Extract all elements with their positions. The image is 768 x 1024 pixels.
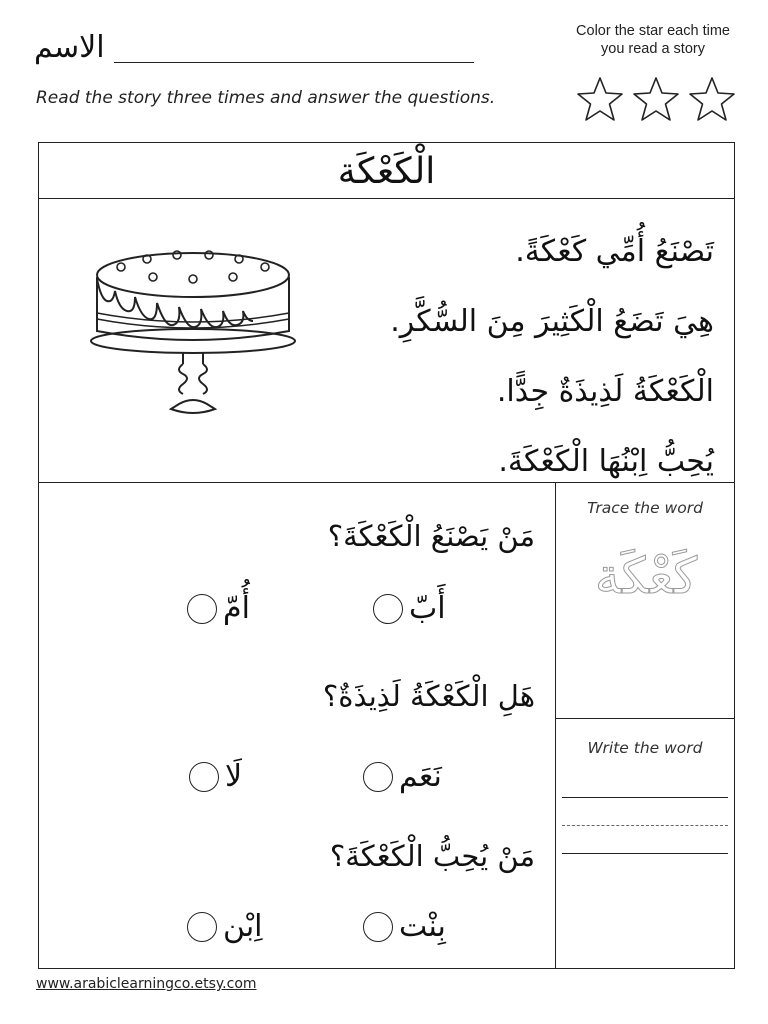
answer-circle[interactable]: [363, 762, 393, 792]
story-line: يُحِبُّ اِبْنُهَا الْكَعْكَةَ.: [498, 444, 714, 479]
reading-stars: [574, 74, 744, 126]
instructions: Read the story three times and answer the questions.: [36, 88, 496, 108]
option-label: اِبْن: [223, 909, 263, 944]
question-3: مَنْ يُحِبُّ الْكَعْكَةَ؟: [329, 839, 535, 873]
star-note-line1: Color the star each time: [576, 23, 730, 39]
option-q2-b[interactable]: [363, 759, 442, 794]
answer-circle[interactable]: [189, 762, 219, 792]
question-2: هَلِ الْكَعْكَةُ لَذِيذَةٌ؟: [322, 679, 535, 713]
option-q1-b[interactable]: [373, 591, 446, 626]
story-line: الْكَعْكَةُ لَذِيذَةٌ جِدًّا.: [496, 374, 714, 409]
worksheet-frame: [38, 142, 735, 969]
story-text: [284, 217, 714, 497]
answer-circle[interactable]: [363, 912, 393, 942]
option-label: بِنْت: [399, 909, 446, 944]
option-q1-a[interactable]: [187, 591, 250, 626]
star-icon[interactable]: [630, 74, 682, 126]
question-1: مَنْ يَصْنَعُ الْكَعْكَةَ؟: [327, 519, 535, 553]
trace-section: [556, 483, 734, 719]
story-line: هِيَ تَضَعُ الْكَثِيرَ مِنَ السُّكَّرِ.: [390, 304, 714, 339]
answer-circle[interactable]: [187, 912, 217, 942]
write-line-top[interactable]: [562, 797, 728, 798]
write-line-mid: [562, 825, 728, 826]
star-icon[interactable]: [574, 74, 626, 126]
option-q2-a[interactable]: [189, 759, 242, 794]
trace-label: Trace the word: [587, 499, 703, 517]
answer-circle[interactable]: [187, 594, 217, 624]
option-label: نَعَم: [399, 759, 442, 794]
name-write-line[interactable]: [114, 62, 474, 63]
answer-circle[interactable]: [373, 594, 403, 624]
name-label: الاسم: [34, 30, 105, 65]
write-line-bottom[interactable]: [562, 853, 728, 854]
option-q3-a[interactable]: [187, 909, 263, 944]
footer-link[interactable]: www.arabiclearningco.etsy.com: [36, 976, 257, 992]
option-label: أَبّ: [409, 591, 446, 626]
option-label: لَا: [225, 759, 243, 794]
star-icon[interactable]: [686, 74, 738, 126]
questions-section: [39, 483, 556, 968]
star-note: [560, 22, 746, 58]
write-section: [556, 719, 734, 968]
story-line: تَصْنَعُ أُمِّي كَعْكَةً.: [515, 234, 714, 269]
cake-illustration: [83, 239, 303, 419]
name-row: [34, 30, 474, 70]
story-title: الْكَعْكَة: [39, 143, 734, 199]
trace-word[interactable]: كَعْكَة: [594, 547, 698, 605]
option-q3-b[interactable]: [363, 909, 446, 944]
option-label: أُمّ: [223, 591, 250, 626]
star-note-line2: you read a story: [601, 41, 705, 57]
story-section: [39, 199, 734, 483]
write-label: Write the word: [587, 739, 703, 757]
